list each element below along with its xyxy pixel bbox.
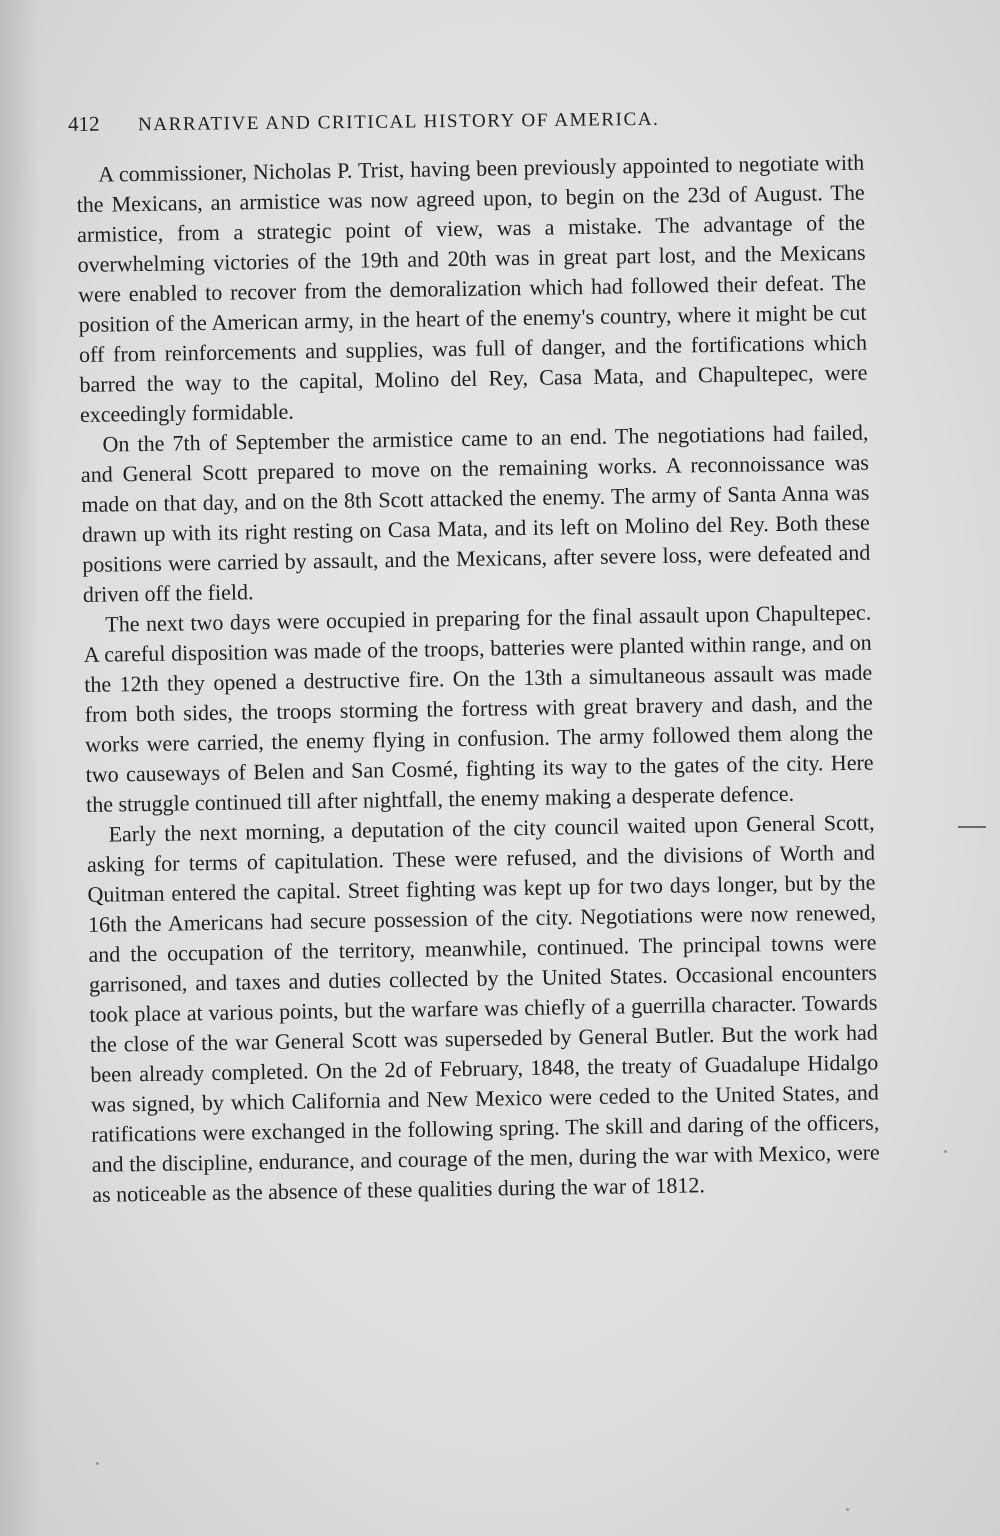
margin-mark — [958, 826, 986, 828]
paragraph-chapultepec: The next two days were occupied in preparing for the final assault upon Chapultepec. A careful disposition was made of the troops, batteries were planted within range, and on the 12th they opened a destructive fire. On the 13th a simultaneous assault was made from both sides, the troops storming the fortress with great bravery and dash, and the works were carried, the enemy flying in confusion. The army followed them along the two causeways of Belen and San Cosmé, fighting its way to the gates of the city. Here the struggle continued till after nightfall, the enemy making a desperate defence. — [83, 599, 874, 817]
paper-speck — [944, 1150, 947, 1153]
paragraph-capitulation: Early the next morning, a deputation of the city council waited upon General Scott, asking for terms of capitulation. These were refused, and the divisions of Worth and Quitman entered the capital. Street fighting was kept up for two days longer, but by the 16th the Americans had secure possession of the city. Negotiations were now renewed, and the occupation of the territory, meanwhile, continued. The principal towns were garrisoned, and taxes and duties collected by the United States. Occasional encounters took place at various points, but the warfare was chiefly of a guerrilla character. Towards the close of the war General Scott was superseded by General Butler. But the work had been already completed. On the 2d of February, 1848, the treaty of Guadalupe Hidalgo was signed, by which California and New Mexico were ceded to the United States, and ratifications were exchanged in the following spring. The skill and daring of the officers, and the discipline, endurance, and courage of the men, during the war with Mexico, were as noticeable as the absence of these qualities during the war of 1812. — [86, 809, 880, 1207]
body-text — [76, 148, 880, 1210]
paragraph-molino-del-rey: On the 7th of September the armistice came to an end. The negotiations had failed, and General Scott prepared to move on the remaining works. A reconnoissance was made on that day, and on the 8th Scott attacked the enemy. The army of Santa Anna was drawn up with its right resting on Casa Mata, and its left on Molino del Rey. Both these positions were carried by assault, and the Mexicans, after severe loss, were defeated and driven off the field. — [80, 419, 871, 607]
paper-speck — [846, 1508, 849, 1511]
paper-speck — [96, 1462, 99, 1465]
page-title: NARRATIVE AND CRITICAL HISTORY OF AMERICA. — [137, 108, 660, 136]
paragraph-armistice: A commissioner, Nicholas P. Trist, having been previously appointed to negotiate with the Mexicans, an armistice was now agreed upon, to begin on the 23d of August. The armistice, from a strategic point of view, was a mistake. The advantage of the overwhelming victories of the 19th and 20th was in great part lost, and the Mexicans were enabled to recover from the demoralization which had followed their defeat. The position of the American army, in the heart of the enemy's country, where it might be cut off from reinforcements and supplies, was full of danger, and the fortifications which barred the way to the capital, Molino del Rey, Casa Mata, and Chapultepec, were exceedingly formidable. — [76, 149, 868, 427]
page-number: 412 — [67, 111, 100, 136]
page-gutter-shadow — [0, 0, 40, 1536]
running-head — [68, 104, 788, 137]
